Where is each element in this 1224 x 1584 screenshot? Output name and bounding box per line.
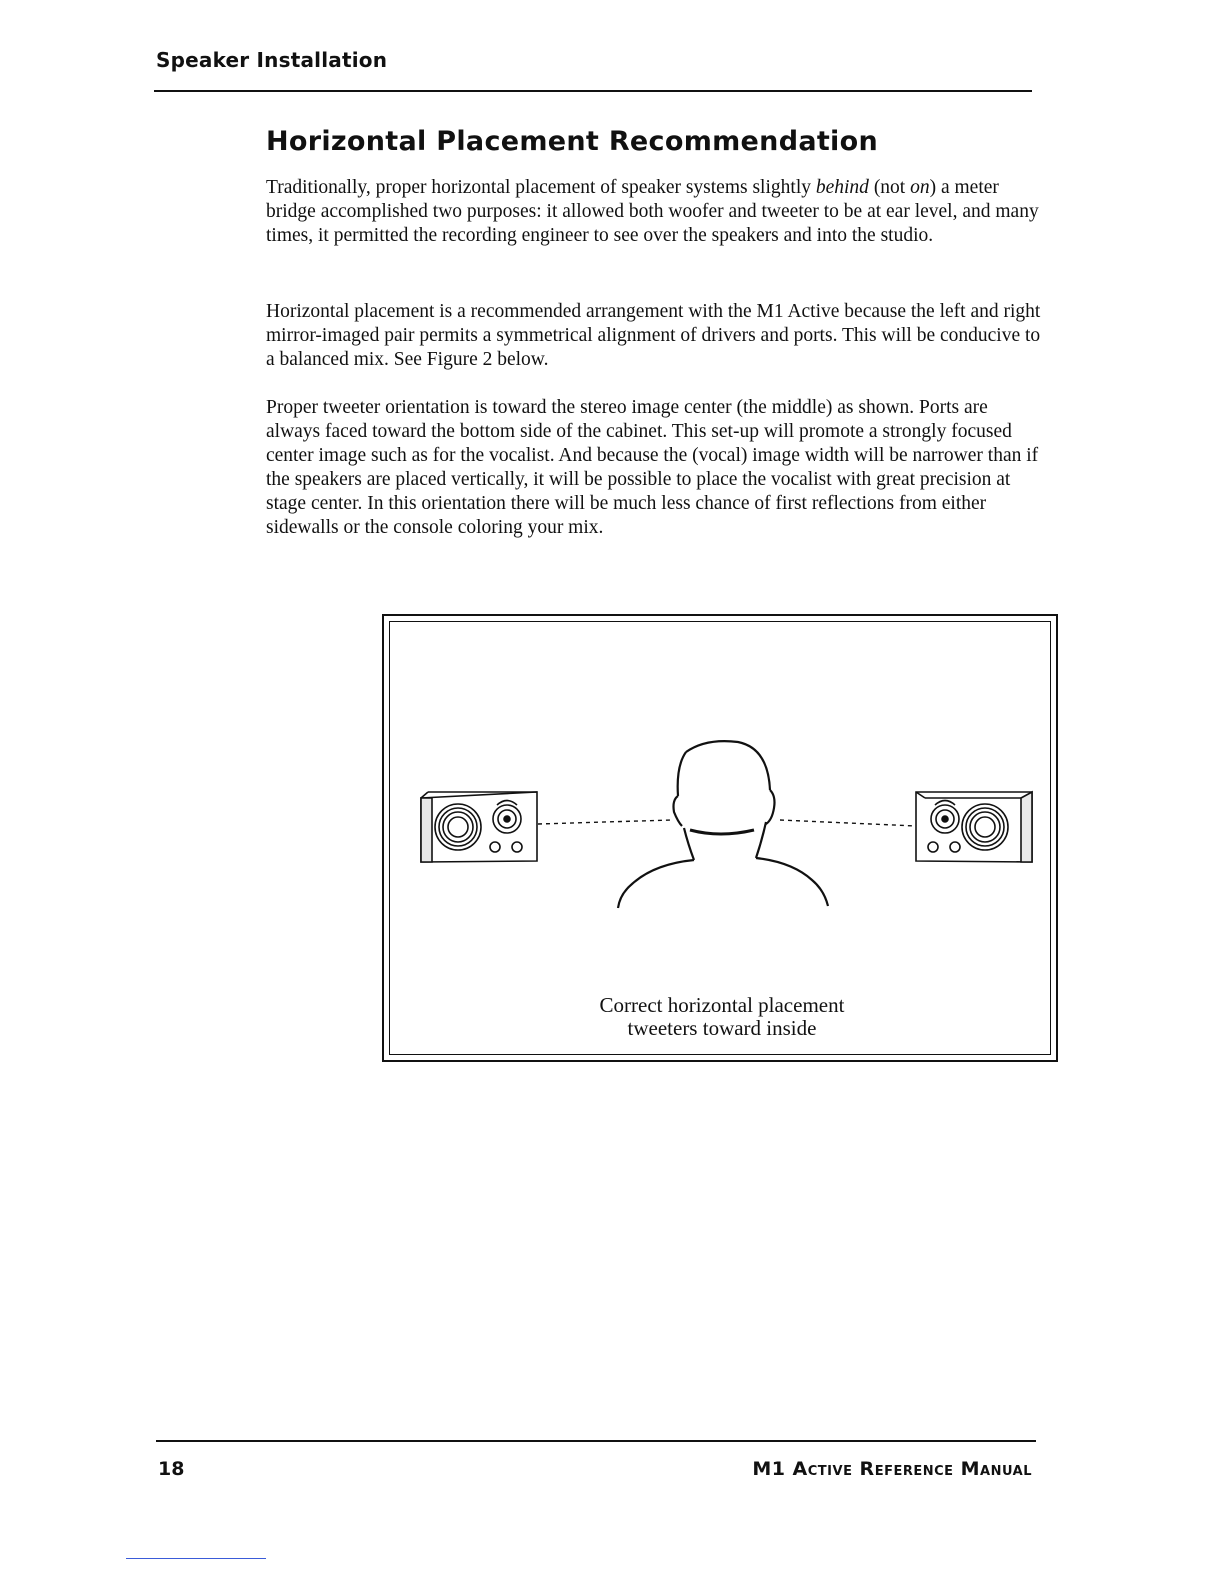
manual-title: M1 Active Reference Manual (752, 1458, 1032, 1480)
left-speaker-icon (421, 792, 537, 862)
page-edge-line (126, 1558, 266, 1559)
emphasis-on: on (910, 177, 930, 198)
listener-icon (618, 741, 828, 908)
footer-rule (156, 1440, 1036, 1442)
emphasis-behind: behind (815, 177, 869, 198)
paragraph-2: Horizontal placement is a recommended arrangement with the M1 Active because the left and right mirror-imaged pair permits a symmetrical alignment of drivers and ports. This will be conducive to a balanced mix. See Figure 2 below. (266, 301, 1041, 370)
section-heading: Horizontal Placement Recommendation (266, 126, 878, 157)
running-head: Speaker Installation (156, 48, 388, 72)
page-number: 18 (158, 1458, 185, 1480)
paragraph-1-start: Traditionally, proper horizontal placement of speaker systems slightly (266, 177, 816, 198)
paragraph-1 (266, 176, 1041, 248)
header-rule (154, 90, 1032, 92)
right-sight-line (780, 820, 916, 826)
right-speaker-icon (916, 792, 1032, 862)
paragraph-1-mid: (not (868, 177, 911, 198)
left-sight-line (538, 820, 672, 824)
paragraph-1-end: ) a meter bridge accomplished two purposes: it allowed both woofer and tweeter to be at ear level, and many times, it permitted the recording engineer to see over the speakers and into the studio. (266, 177, 1039, 246)
figure-2 (382, 614, 1058, 1062)
figure-caption-line-1: Correct horizontal placement (599, 993, 845, 1017)
paragraph-3: Proper tweeter orientation is toward the stereo image center (the middle) as shown. Ports are always faced toward the bottom side of the cabinet. This set-up will promote a strongly focused center image such as for the vocalist. And because the (vocal) image width will be narrower than if the speakers are placed vertically, it will be possible to place the vocalist with great precision at stage center. In this orientation there will be much less chance of first reflections from either sidewalls or the console coloring your mix. (266, 397, 1039, 538)
figure-caption-line-2: tweeters toward inside (627, 1016, 817, 1040)
